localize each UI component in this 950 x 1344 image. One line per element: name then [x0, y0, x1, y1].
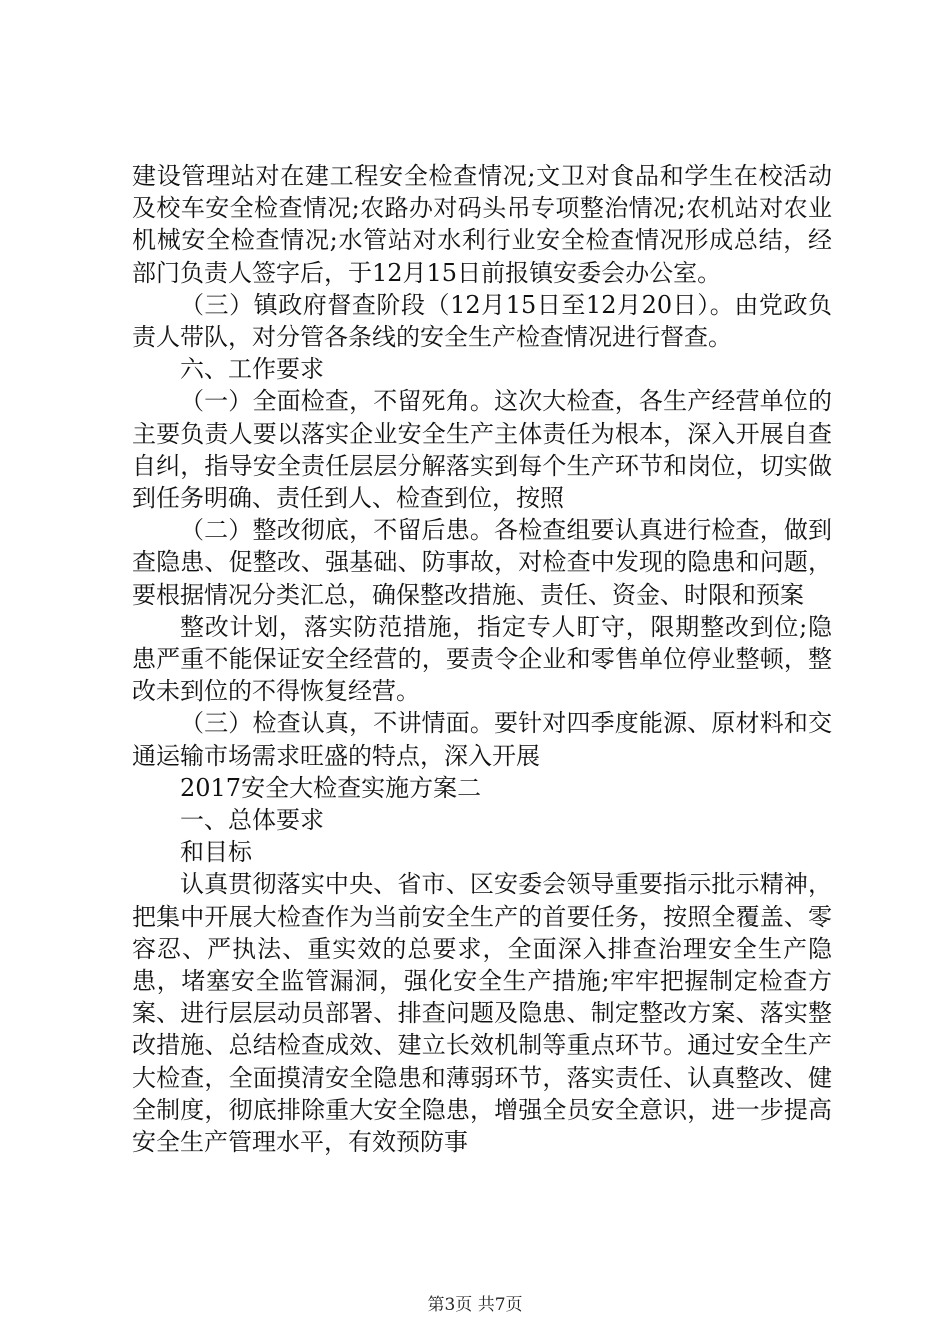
paragraph-4: （一）全面检查，不留死角。这次大检查，各生产经营单位的主要负责人要以落实企业安全生产主体责任为根本，深入开展自查自纠，指导安全责任层层分解落实到每个生产环节和岗位，切实做到任务明确、责任到人、检查到位，按照: [132, 387, 832, 513]
document-body: [132, 160, 832, 1158]
page-footer: [0, 1290, 950, 1315]
paragraph-11: 认真贯彻落实中央、省市、区安委会领导重要指示批示精神，把集中开展大检查作为当前安全生产的首要任务，按照全覆盖、零容忍、严执法、重实效的总要求，全面深入排查治理安全生产隐患，堵塞安全监管漏洞，强化安全生产措施;牢牢把握制定检查方案、进行层层动员部署、排查问题及隐患、制定整改方案、落实整改措施、总结检查成效、建立长效机制等重点环节。通过安全生产大检查，全面摸清安全隐患和薄弱环节，落实责任、认真整改、健全制度，彻底排除重大安全隐患，增强全员安全意识，进一步提高安全生产管理水平，有效预防事: [132, 870, 832, 1157]
paragraph-2: （三）镇政府督查阶段（12月15日至12月20日）。由党政负责人带队，对分管各条线的安全生产检查情况进行督查。: [132, 290, 832, 352]
paragraph-7: （三）检查认真，不讲情面。要针对四季度能源、原材料和交通运输市场需求旺盛的特点，深入开展: [132, 709, 832, 770]
section-heading-work-requirements: 六、工作要求: [180, 355, 324, 384]
section-heading-goals: 和目标: [180, 838, 252, 867]
paragraph-6: 整改计划，落实防范措施，指定专人盯守，限期整改到位;隐患严重不能保证安全经营的，要责令企业和零售单位停业整顿，整改未到位的不得恢复经营。: [132, 612, 832, 706]
paragraph-1: 建设管理站对在建工程安全检查情况;文卫对食品和学生在校活动及校车安全检查情况;农路办对码头吊专项整治情况;农机站对农业机械安全检查情况;水管站对水利行业安全检查情况形成总结，经部门负责人签字后，于12月15日前报镇安委会办公室。: [132, 162, 832, 287]
page-number: 第3页 共7页: [427, 1295, 523, 1315]
paragraph-5: （二）整改彻底，不留后患。各检查组要认真进行检查，做到查隐患、促整改、强基础、防事故，对检查中发现的隐患和问题，要根据情况分类汇总，确保整改措施、责任、资金、时限和预案: [132, 516, 832, 609]
section-heading-overall: 一、总体要求: [180, 806, 324, 835]
plan-title: 2017安全大检查实施方案二: [180, 773, 482, 802]
